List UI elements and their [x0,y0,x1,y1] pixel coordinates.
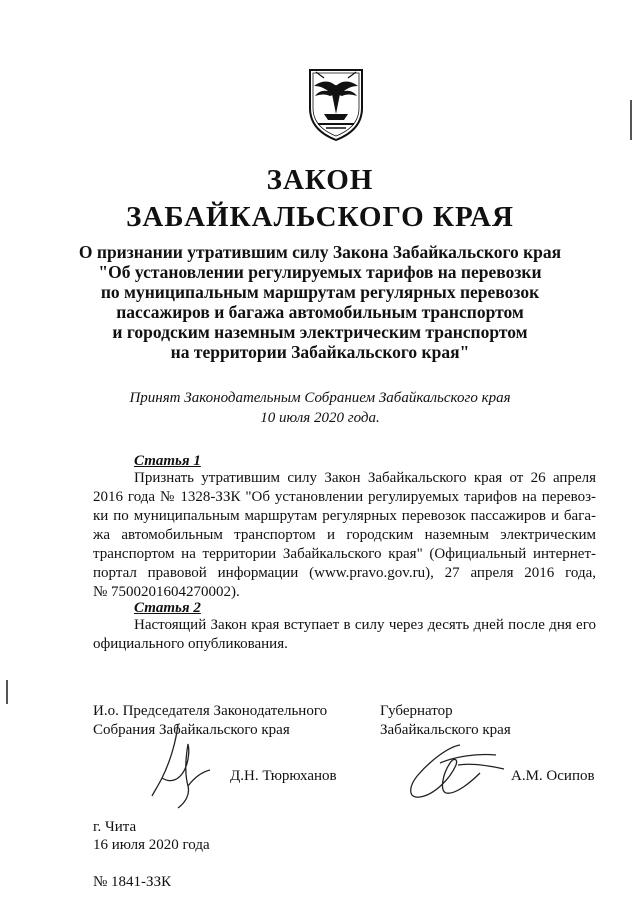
article-1-line: транспортом на территории Забайкальского края" (Официальный интернет- [93,546,596,562]
left-signatory-name: Д.Н. Тюрюханов [230,768,337,784]
article-2-heading: Статья 2 [134,600,201,616]
article-1-body [93,469,596,602]
article-1-line: Признать утратившим силу Закон Забайкальского края от 26 апреля [134,470,596,486]
signing-city: г. Чита [93,819,137,835]
scan-edge-mark [630,100,632,140]
subtitle-line: на территории Забайкальского края" [170,342,470,362]
document-region-title: ЗАБАЙКАЛЬСКОГО КРАЯ [126,201,514,233]
article-2-body [93,616,596,654]
right-signatory-title-line: Забайкальского края [380,722,511,738]
article-1-line: портал правовой информации (www.pravo.gov.ru), 27 апреля 2016 года, [93,565,596,581]
subtitle-line: "Об установлении регулируемых тарифов на перевозки [98,262,542,282]
scan-edge-mark [6,680,8,704]
signing-date: 16 июля 2020 года [93,837,210,853]
article-2-line: Настоящий Закон края вступает в силу через десять дней после дня его [134,617,596,633]
coat-of-arms-emblem [304,64,368,142]
right-signatory-title-line: Губернатор [380,703,453,719]
handwritten-signature-right [400,735,510,810]
law-number: № 1841-ЗЗК [93,874,172,890]
subtitle-line: О признании утратившим силу Закона Забайкальского края [78,242,562,262]
adoption-note-line: Принят Законодательным Собранием Забайкальского края [129,390,511,406]
right-signatory-name: А.М. Осипов [511,768,595,784]
article-1-line: ки по муниципальным маршрутам регулярных перевозок пассажиров и бага- [93,508,596,524]
article-1-heading: Статья 1 [134,453,201,469]
handwritten-signature-left [148,722,228,810]
adoption-date: 10 июля 2020 года. [260,410,380,426]
subtitle-line: и городским наземным электрическим транспортом [112,322,528,342]
left-signatory-title-line: Собрания Забайкальского края [93,722,290,738]
article-2-line: официального опубликования. [93,636,288,652]
article-1-line: 2016 года № 1328-ЗЗК "Об установлении регулируемых тарифов на перевоз- [93,489,596,505]
article-1-line: № 7500201604270002). [93,584,240,600]
subtitle-line: пассажиров и багажа автомобильным транспортом [116,302,524,322]
left-signatory-title-line: И.о. Председателя Законодательного [93,703,328,719]
law-subtitle [0,242,640,362]
adoption-note [0,388,640,428]
article-1-line: жа автомобильным транспортом и городским наземным электрическим [93,527,596,543]
document-title: ЗАКОН [266,164,374,196]
subtitle-line: по муниципальным маршрутам регулярных перевозок [100,282,540,302]
